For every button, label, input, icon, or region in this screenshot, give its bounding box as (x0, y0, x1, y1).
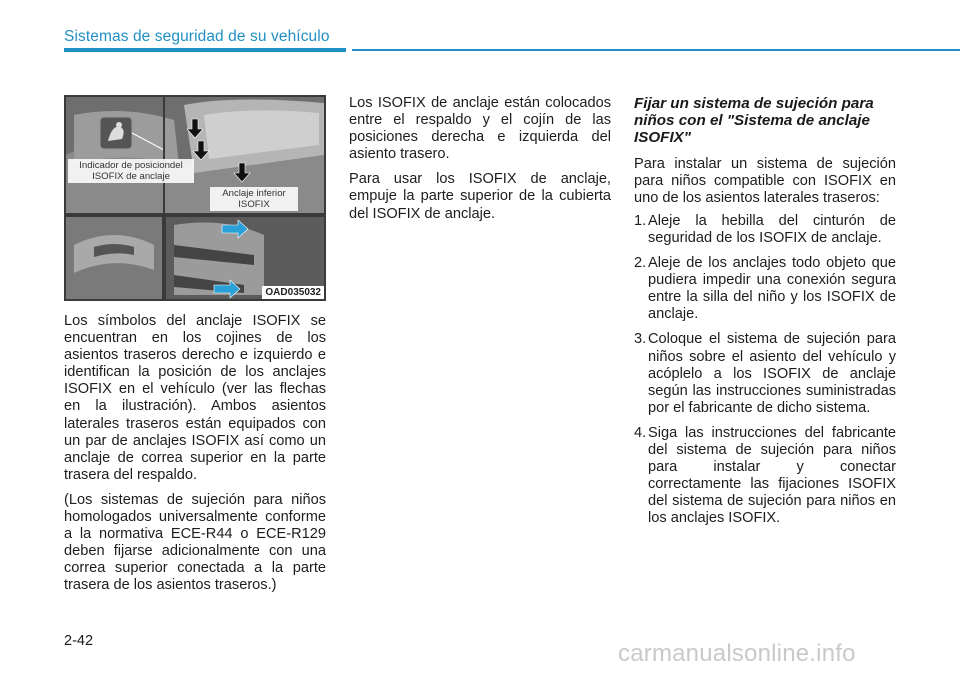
paragraph: (Los sistemas de sujeción para niños homologados universalmente conforme a la normativa ECE-R44 o ECE-R129 deben fijarse adicionalmente con una correa superior conectada a la parte trasera de los asientos traseros.) (64, 491, 326, 594)
section-title: Sistemas de seguridad de su vehículo (64, 28, 330, 45)
step-text: Coloque el sistema de sujeción para niños sobre el asiento del vehículo y acóplelo a los ISOFIX de anclaje según las instrucciones suministradas por el fabricante de dicho sistema. (648, 331, 896, 416)
column-middle (349, 95, 611, 231)
label-position-indicator: Indicador de posiciondel ISOFIX de anclaje (68, 159, 194, 183)
step-number: 3. (634, 331, 647, 348)
list-item (634, 331, 896, 416)
page-number: 2-42 (64, 633, 94, 649)
step-number: 1. (634, 212, 647, 229)
figure-code: OAD035032 (262, 286, 324, 299)
paragraph: Los ISOFIX de anclaje están colocados entre el respaldo y el cojín de las posiciones derecha e izquierda del asiento trasero. (349, 95, 611, 163)
paragraph: Para usar los ISOFIX de anclaje, empuje la parte superior de la cubierta del ISOFIX de anclaje. (349, 171, 611, 222)
header-rule-thin (352, 49, 960, 51)
step-text: Aleje la hebilla del cinturón de seguridad de los ISOFIX de anclaje. (648, 212, 896, 246)
paragraph: Los símbolos del anclaje ISOFIX se encuentran en los cojines de los asientos traseros derecho e izquierdo e identifican la posición de los anclajes ISOFIX en el vehículo (ver las flechas en la ilustración). Ambos asientos laterales traseros están equipados con un par de anclajes ISOFIX así como un anclaje de correa superior en la parte trasera del respaldo. (64, 313, 326, 483)
list-item (634, 255, 896, 323)
label-lower-anchor: Anclaje inferior ISOFIX (210, 187, 298, 211)
steps-list (634, 213, 896, 528)
section-heading: Fijar un sistema de sujeción para niños con el "Sistema de anclaje ISOFIX" (634, 95, 874, 147)
header-rule-thick (64, 48, 346, 52)
step-text: Siga las instrucciones del fabricante del sistema de sujeción para niños para instalar y conectar correctamente las fijaciones ISOFIX del sistema de sujeción para niños en los anclajes ISOFIX. (648, 424, 896, 527)
column-right (634, 95, 896, 535)
list-item (634, 213, 896, 247)
column-left (64, 313, 326, 603)
step-number: 4. (634, 424, 647, 441)
step-number: 2. (634, 255, 647, 272)
paragraph: Para instalar un sistema de sujeción para niños compatible con ISOFIX en uno de los asientos laterales traseros: (634, 155, 896, 206)
isofix-illustration (64, 95, 326, 301)
watermark: carmanualsonline.info (618, 640, 856, 667)
step-text: Aleje de los anclajes todo objeto que pudiera impedir una conexión segura entre la silla del niño y los ISOFIX de anclaje. (648, 255, 896, 323)
list-item (634, 425, 896, 528)
